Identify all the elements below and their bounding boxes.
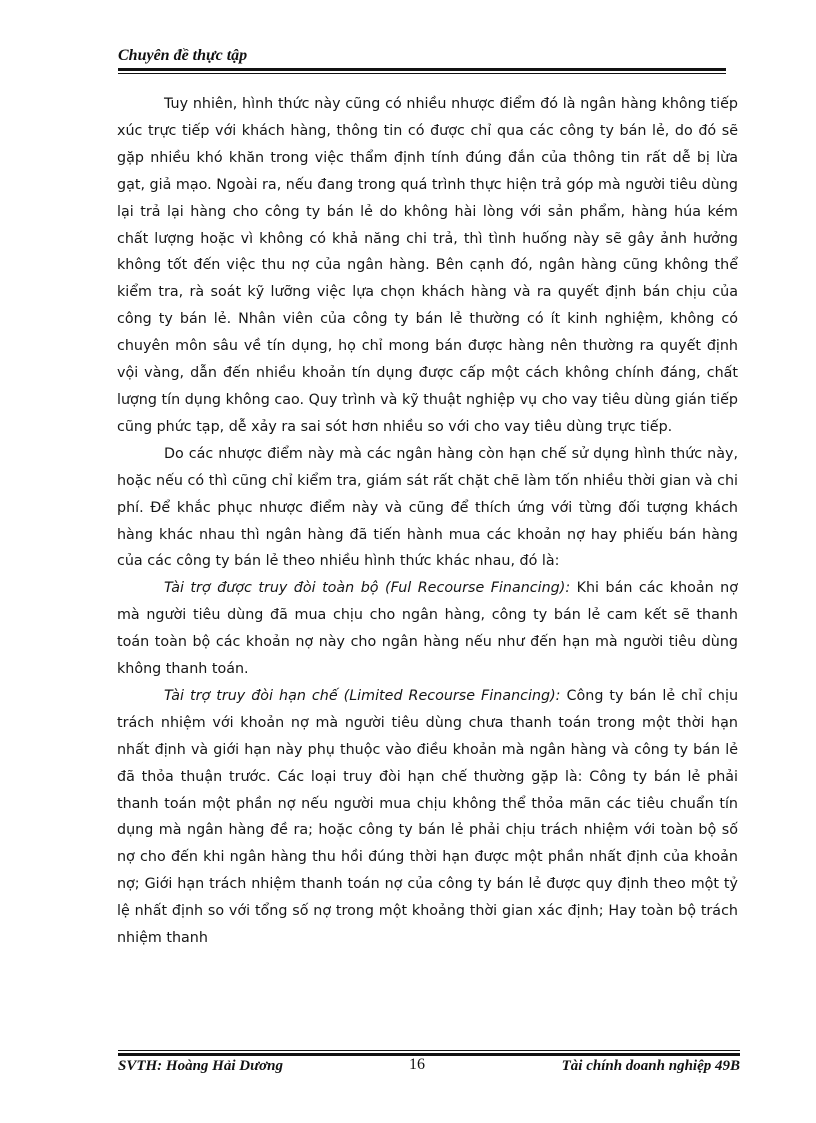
page-number: 16: [409, 1056, 425, 1073]
paragraph-2: Do các nhược điểm này mà các ngân hàng còn hạn chế sử dụng hình thức này, hoặc nếu có thì cũng chỉ kiểm tra, giám sát rất chặt chẽ làm tốn nhiều thời gian và chi phí. Để khắc phục nhược điểm này và cũng để thích ứng với từng đối tượng khách hàng khác nhau thì ngân hàng đã tiến hành mua các khoản nợ hay phiếu bán hàng của các công ty bán lẻ theo nhiều hình thức khác nhau, đó là:: [117, 445, 738, 570]
header-rule-thin: [118, 73, 726, 74]
footer-author: SVTH: Hoàng Hải Dương: [118, 1058, 283, 1074]
footer-rule-thick: [118, 1053, 740, 1056]
term-limited-recourse: Tài trợ truy đòi hạn chế (Limited Recourse Financing):: [164, 687, 561, 704]
paragraph-4-text: Công ty bán lẻ chỉ chịu trách nhiệm với khoản nợ mà người tiêu dùng chưa thanh toán trong một thời hạn nhất định và giới hạn này phụ thuộc vào điều khoản mà ngân hàng và công ty bán lẻ đã thỏa thuận trước. Các loại truy đòi hạn chế thường gặp là: Công ty bán lẻ phải thanh toán một phần nợ nếu người mua chịu không thể thỏa mãn các tiêu chuẩn tín dụng mà ngân hàng đề ra; hoặc công ty bán lẻ phải chịu trách nhiệm với toàn bộ số nợ cho đến khi ngân hàng thu hồi đúng thời hạn được một phần nhất định của khoản nợ; Giới hạn trách nhiệm thanh toán nợ của công ty bán lẻ được quy định theo một tỷ lệ nhất định so với tổng số nợ trong một khoảng thời gian xác định; Hay toàn bộ trách nhiệm thanh: [117, 687, 739, 947]
page-header: [118, 46, 726, 66]
paragraph-3-text: Khi bán các khoản nợ mà người tiêu dùng đã mua chịu cho ngân hàng, công ty bán lẻ cam kết sẽ thanh toán toàn bộ các khoản nợ này cho ngân hàng nếu như đến hạn mà người tiêu dùng không thanh toán.: [117, 580, 738, 678]
term-full-recourse: Tài trợ được truy đòi toàn bộ (Ful Recourse Financing):: [164, 580, 571, 597]
header-title: Chuyên đề thực tập: [118, 47, 248, 64]
body-text: [117, 91, 738, 952]
paragraph-3: [117, 575, 738, 683]
footer-course: Tài chính doanh nghiệp 49B: [561, 1058, 740, 1074]
footer-rule-thin: [118, 1050, 740, 1051]
header-rule-thick: [118, 68, 726, 71]
footer-row: [118, 1058, 740, 1080]
paragraph-4: [117, 683, 738, 952]
paragraph-1: Tuy nhiên, hình thức này cũng có nhiều nhược điểm đó là ngân hàng không tiếp xúc trực tiếp với khách hàng, thông tin có được chỉ qua các công ty bán lẻ, do đó sẽ gặp nhiều khó khăn trong việc thẩm định tính đúng đắn của thông tin rất dễ bị lừa gạt, giả mạo. Ngoài ra, nếu đang trong quá trình thực hiện trả góp mà người tiêu dùng lại trả lại hàng cho công ty bán lẻ do không hài lòng với sản phẩm, hàng húa kém chất lượng hoặc vì không có khả năng chi trả, thì tình huống này sẽ gây ảnh hưởng không tốt đến việc thu nợ của ngân hàng. Bên cạnh đó, ngân hàng cũng không thể kiểm tra, rà soát kỹ lưỡng việc lựa chọn khách hàng và ra quyết định bán chịu của công ty bán lẻ. Nhân viên của công ty bán lẻ thường có ít kinh nghiệm, không có chuyên môn sâu về tín dụng, họ chỉ mong bán được hàng nên thường ra quyết định vội vàng, dẫn đến nhiều khoản tín dụng được cấp một cách không chính đáng, chất lượng tín dụng không cao. Quy trình và kỹ thuật nghiệp vụ cho vay tiêu dùng gián tiếp cũng phức tạp, dễ xảy ra sai sót hơn nhiều so với cho vay tiêu dùng trực tiếp.: [117, 96, 738, 435]
